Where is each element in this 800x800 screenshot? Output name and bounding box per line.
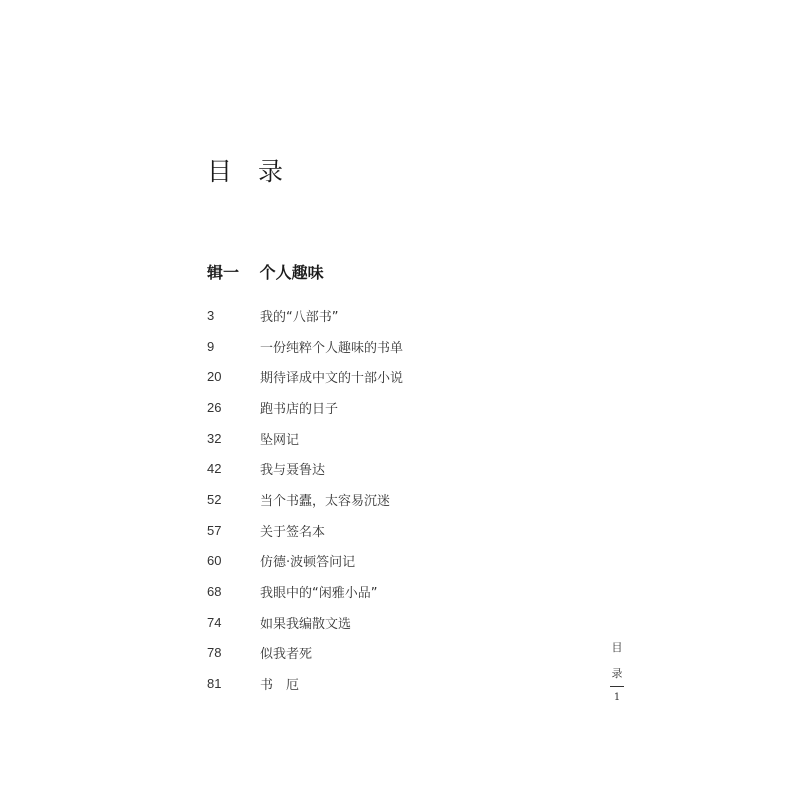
toc-entry-title: 期待译成中文的十部小说	[260, 371, 404, 387]
toc-entry[interactable]	[207, 515, 403, 546]
toc-entry[interactable]	[207, 484, 403, 515]
toc-page-number: 60	[207, 553, 222, 569]
section-heading	[207, 262, 324, 284]
toc-entry-title: 我的“八部书”	[260, 309, 339, 325]
toc-entry-title: 当个书蠹，太容易沉迷	[260, 493, 391, 509]
toc-page-number: 74	[207, 614, 222, 630]
toc-page-number: 81	[207, 676, 222, 692]
toc-page-number: 32	[207, 430, 222, 446]
toc-entry-title: 我与聂鲁达	[260, 463, 326, 479]
toc-entry[interactable]	[207, 668, 403, 699]
toc-list	[207, 300, 403, 699]
section-label: 辑一	[207, 263, 240, 282]
toc-entry-title: 我眼中的“闲雅小品”	[260, 586, 378, 602]
running-folio	[606, 640, 628, 705]
toc-entry[interactable]	[207, 423, 403, 454]
toc-page-number: 9	[207, 338, 215, 354]
folio-rule	[610, 686, 624, 687]
toc-entry-title: 关于签名本	[260, 524, 326, 540]
toc-entry-title: 似我者死	[260, 647, 313, 663]
page-title: 目 录	[207, 157, 292, 186]
toc-entry[interactable]	[207, 546, 403, 577]
toc-entry[interactable]	[207, 453, 403, 484]
toc-page-number: 20	[207, 369, 222, 385]
toc-entry[interactable]	[207, 300, 403, 331]
toc-page-number: 68	[207, 584, 222, 600]
toc-entry-title: 一份纯粹个人趣味的书单	[260, 340, 404, 356]
toc-entry[interactable]	[207, 331, 403, 362]
toc-page-number: 52	[207, 491, 222, 507]
toc-entry-title: 书 厄	[260, 678, 300, 694]
toc-entry[interactable]	[207, 607, 403, 638]
toc-entry-title: 仿德·波顿答问记	[260, 555, 356, 571]
toc-entry[interactable]	[207, 361, 403, 392]
toc-page-number: 78	[207, 645, 222, 661]
toc-entry[interactable]	[207, 576, 403, 607]
folio-page-number: 1	[613, 692, 621, 703]
section-title: 个人趣味	[259, 263, 324, 282]
toc-page-number: 26	[207, 399, 222, 415]
folio-char-mu: 目	[611, 641, 623, 654]
toc-page-number: 57	[207, 522, 222, 538]
toc-entry[interactable]	[207, 638, 403, 669]
toc-entry-title: 如果我编散文选	[260, 616, 352, 632]
toc-entry-title: 坠网记	[260, 432, 300, 448]
toc-entry-title: 跑书店的日子	[260, 401, 339, 417]
folio-char-lu: 录	[611, 667, 623, 680]
toc-page-number: 42	[207, 461, 222, 477]
toc-entry[interactable]	[207, 392, 403, 423]
toc-page-number: 3	[207, 307, 215, 323]
